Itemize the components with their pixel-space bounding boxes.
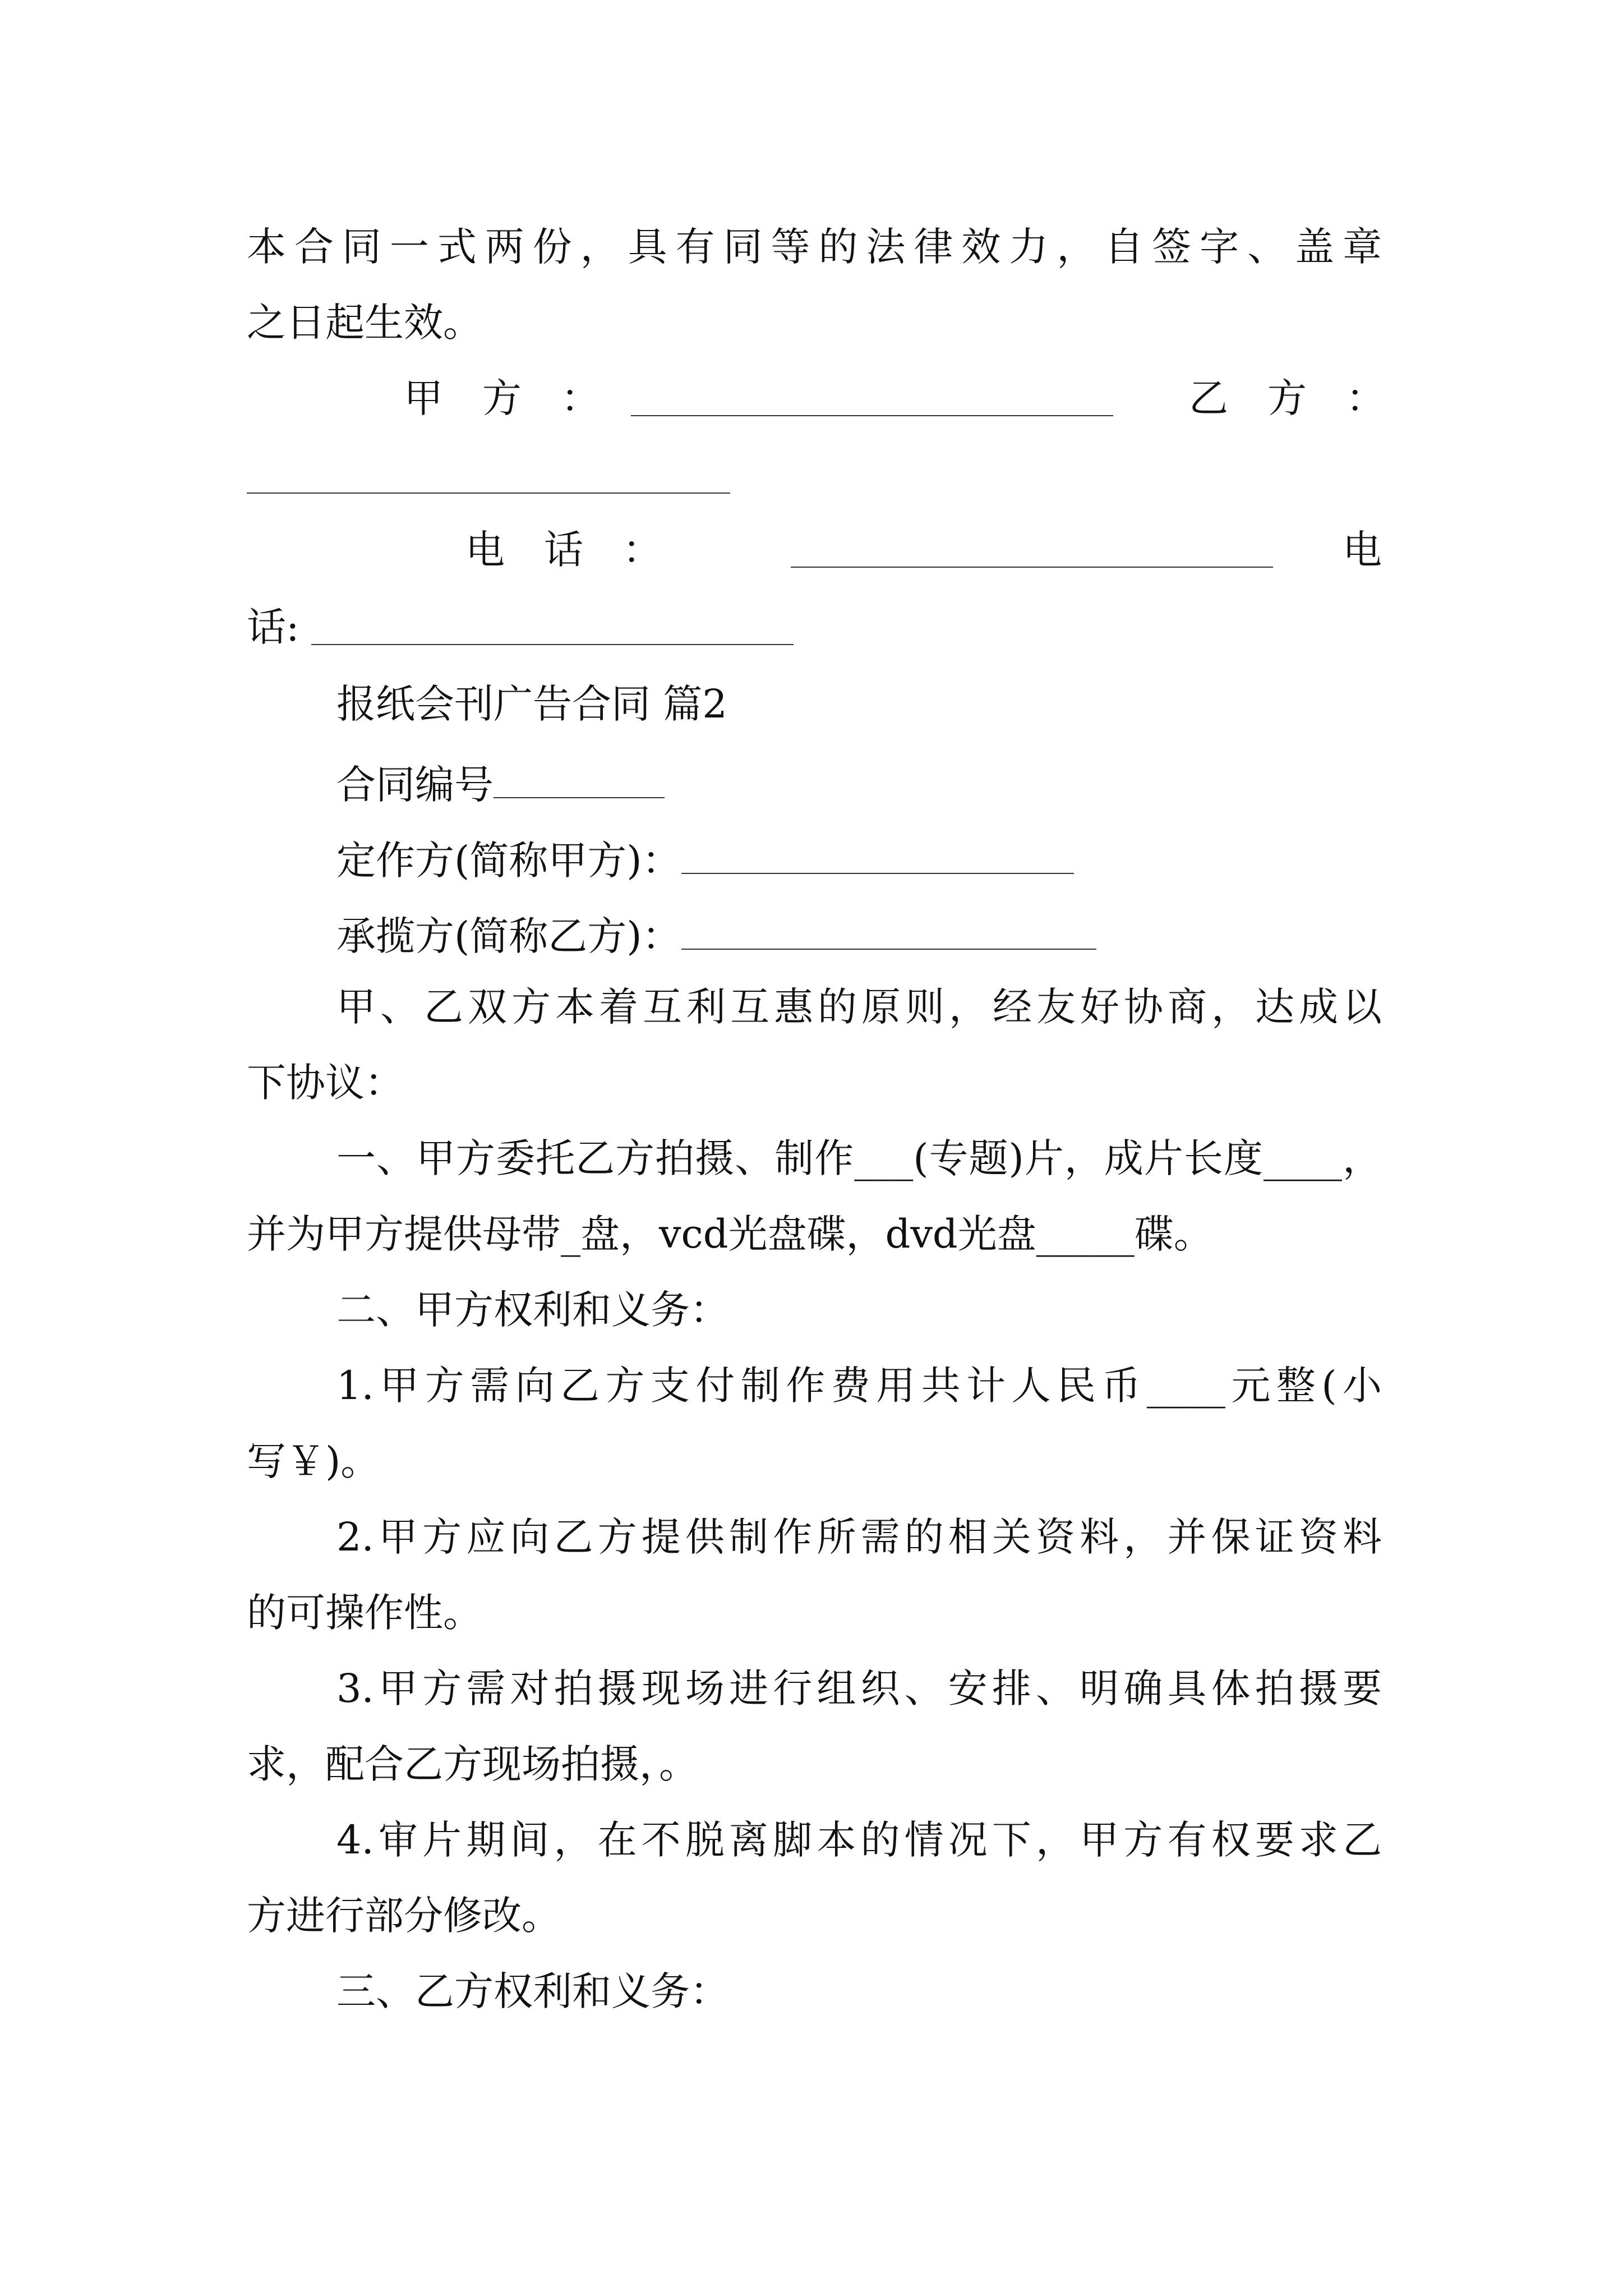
contract-number-label: 合同编号 — [336, 762, 494, 808]
agreement-intro-line2: 下协议： — [247, 1060, 404, 1106]
phone-b-label: 电 — [1343, 527, 1382, 573]
party-b-signature-blank — [247, 493, 730, 494]
item3-line2: 求，配合乙方现场拍摄，。 — [247, 1741, 698, 1787]
item2-line2: 的可操作性。 — [247, 1590, 482, 1636]
phone-a-label: 电 话 ： — [465, 527, 662, 573]
effect-clause-line2: 之日起生效。 — [247, 300, 482, 346]
clause1-line2: 并为甲方提供母带_盘，vcd光盘碟，dvd光盘_____碟。 — [247, 1211, 1213, 1257]
section2-title: 二、甲方权利和义务： — [336, 1287, 729, 1333]
clause1-line1: 一、甲方委托乙方拍摄、制作___(专题)片，成片长度____， — [336, 1135, 1382, 1181]
party-a-label: 甲 方 ： — [404, 375, 600, 421]
effect-clause-line1: 本合同一式两份，具有同等的法律效力，自签字、盖章 — [247, 224, 1382, 270]
contractor-label: 承揽方(简称乙方)： — [336, 913, 681, 959]
client-label: 定作方(简称甲方)： — [336, 838, 681, 884]
phone-b-blank — [311, 644, 794, 645]
item1-line1: 1.甲方需向乙方支付制作费用共计人民币____元整(小 — [336, 1363, 1382, 1409]
party-b-label: 乙 方 ： — [1189, 375, 1385, 421]
section-title: 报纸会刊广告合同 篇2 — [336, 681, 727, 727]
item4-line2: 方进行部分修改。 — [247, 1893, 561, 1939]
phone-a-blank — [791, 567, 1273, 568]
client-row — [336, 836, 1074, 884]
contract-number-blank — [494, 760, 665, 798]
item3-line1: 3.甲方需对拍摄现场进行组织、安排、明确具体拍摄要 — [336, 1665, 1382, 1711]
party-a-signature-blank — [631, 415, 1113, 416]
section3-title: 三、乙方权利和义务： — [336, 1968, 729, 2014]
item2-line1: 2.甲方应向乙方提供制作所需的相关资料，并保证资料 — [336, 1514, 1382, 1560]
client-blank — [681, 836, 1074, 874]
item4-line1: 4.审片期间，在不脱离脚本的情况下，甲方有权要求乙 — [336, 1817, 1382, 1863]
contractor-blank — [681, 912, 1096, 950]
contract-number-row — [336, 760, 665, 808]
item1-line2: 写￥)。 — [247, 1438, 380, 1484]
contractor-row — [336, 912, 1096, 959]
phone-b-label-cont: 话: — [247, 604, 299, 650]
agreement-intro-line1: 甲、乙双方本着互利互惠的原则，经友好协商，达成以 — [336, 984, 1382, 1030]
